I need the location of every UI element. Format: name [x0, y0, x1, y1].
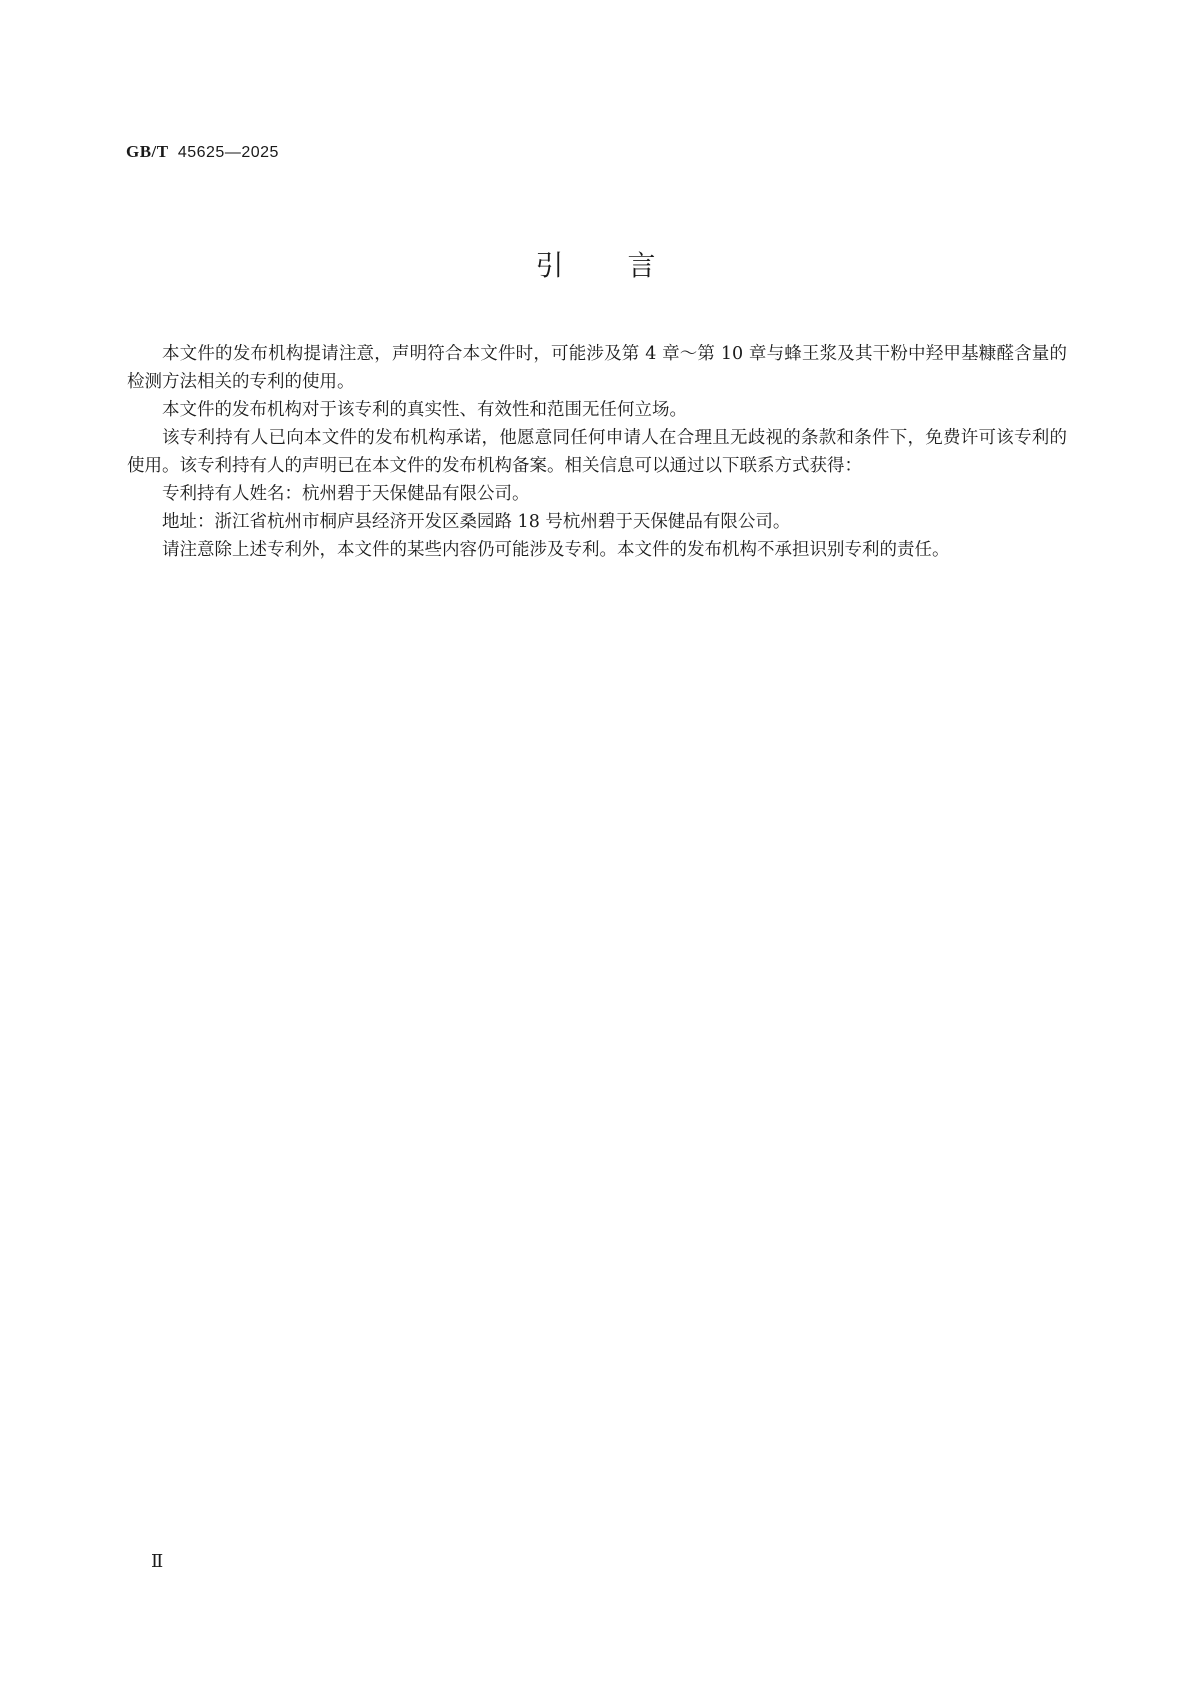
title-char-1: 引 [535, 249, 564, 282]
page-number: Ⅱ [151, 1551, 164, 1571]
standard-number: 45625—2025 [177, 144, 279, 161]
title-char-2: 言 [627, 249, 656, 282]
document-code [126, 142, 279, 162]
standard-prefix: GB/T [126, 142, 169, 161]
paragraph: 该专利持有人已向本文件的发布机构承诺，他愿意同任何申请人在合理且无歧视的条款和条件下，免费许可该专利的使用。该专利持有人的声明已在本文件的发布机构备案。相关信息可以通过以下联系方式获得： [127, 428, 1067, 476]
paragraph: 专利持有人姓名：杭州碧于天保健品有限公司。 [162, 484, 530, 504]
paragraph: 本文件的发布机构对于该专利的真实性、有效性和范围无任何立场。 [162, 400, 687, 420]
paragraph: 请注意除上述专利外，本文件的某些内容仍可能涉及专利。本文件的发布机构不承担识别专利的责任。 [162, 540, 950, 560]
paragraph: 本文件的发布机构提请注意，声明符合本文件时，可能涉及第 4 章～第 10 章与蜂王浆及其干粉中羟甲基糠醛含量的检测方法相关的专利的使用。 [127, 344, 1067, 392]
introduction-body [127, 340, 1067, 564]
page-title [0, 244, 1191, 284]
paragraph: 地址：浙江省杭州市桐庐县经济开发区桑园路 18 号杭州碧于天保健品有限公司。 [162, 512, 791, 532]
